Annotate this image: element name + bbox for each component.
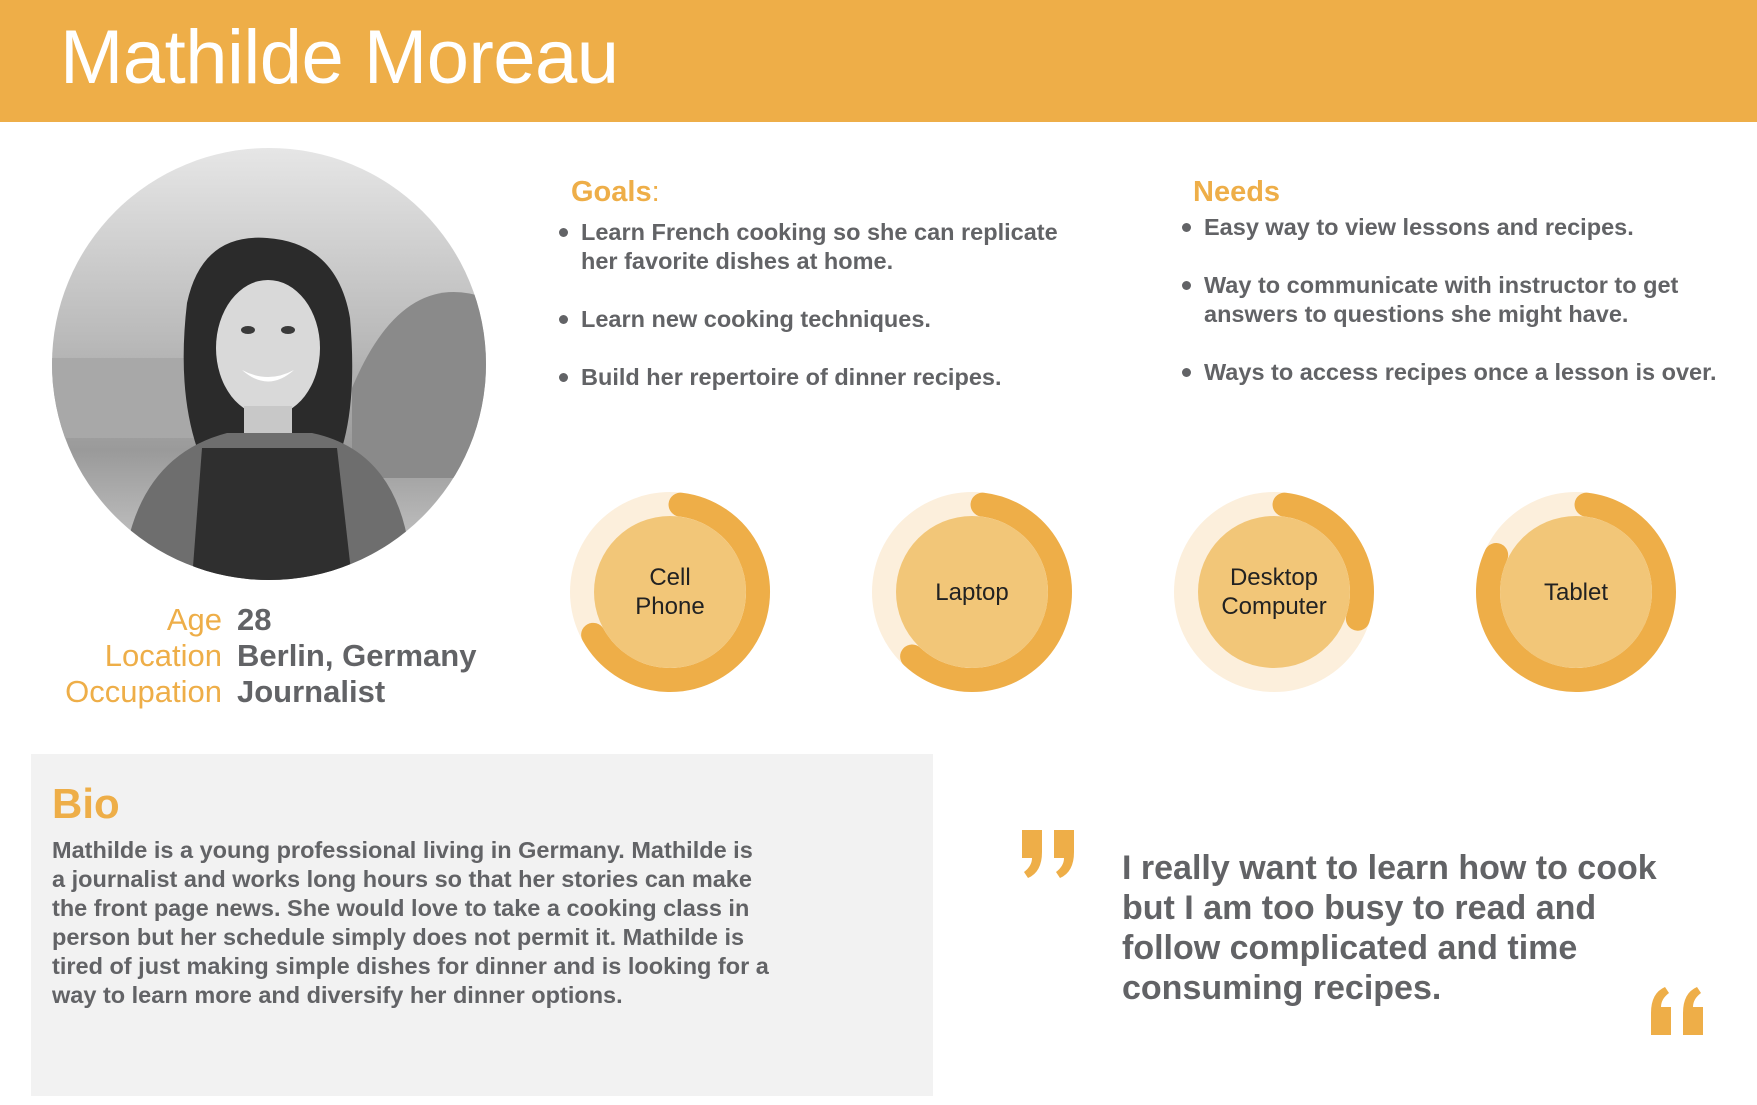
goal-text: her favorite dishes at home.	[581, 248, 894, 274]
device-label: Cell Phone	[635, 564, 705, 620]
need-text: answers to questions she might have.	[1204, 301, 1629, 327]
bullet-icon	[559, 315, 568, 324]
need-text: Ways to access recipes once a lesson is over.	[1204, 359, 1717, 385]
list-item	[581, 363, 1002, 392]
device-label: Laptop	[935, 578, 1009, 606]
goals-title	[571, 176, 660, 209]
header-bar	[0, 0, 1757, 122]
device-laptop	[870, 490, 1074, 694]
device-desktop-computer	[1172, 490, 1376, 694]
device-label: Desktop Computer	[1221, 564, 1327, 620]
list-item	[581, 305, 931, 334]
device-tablet	[1474, 490, 1678, 694]
age-value: 28	[237, 602, 272, 637]
needs-title: Needs	[1193, 176, 1281, 208]
bio-title: Bio	[52, 780, 120, 827]
goals-title-text: Goals	[571, 176, 652, 208]
goals-title-colon: :	[651, 176, 660, 208]
list-item	[1204, 213, 1634, 242]
list-item	[1204, 358, 1717, 387]
bullet-icon	[559, 228, 568, 237]
bio-panel	[31, 754, 933, 1096]
location-value: Berlin, Germany	[237, 638, 477, 673]
bio-text: Mathilde is a young professional living in Germany. Mathilde is a journalist and works long hours so that her stories can make the front page news. She would love to take a cooking class in person but her schedule simply does not permit it. Mathilde is tired of just making simple dishes for dinner and is looking for a way to learn more and diversify her dinner options.	[52, 837, 769, 1008]
device-label: Tablet	[1543, 578, 1609, 606]
device-cell-phone	[568, 490, 772, 694]
list-item	[581, 218, 1058, 247]
persona-photo	[52, 148, 486, 580]
quote-open-icon	[1018, 830, 1080, 880]
bullet-icon	[1182, 223, 1191, 232]
portrait-photo-icon	[52, 148, 486, 580]
bullet-icon	[1182, 281, 1191, 290]
occupation-label: Occupation	[65, 674, 222, 709]
bullet-icon	[1182, 368, 1191, 377]
persona-name: Mathilde Moreau	[60, 15, 619, 100]
goal-text: Build her repertoire of dinner recipes.	[581, 364, 1002, 390]
persona-quote: I really want to learn how to cook but I am too busy to read and follow complicated and time consuming recipes.	[1122, 849, 1657, 1007]
need-text: Way to communicate with instructor to get	[1204, 272, 1679, 298]
goal-text: Learn French cooking so she can replicate	[581, 219, 1058, 245]
need-text: Easy way to view lessons and recipes.	[1204, 214, 1634, 240]
goal-text: Learn new cooking techniques.	[581, 306, 931, 332]
bullet-icon	[559, 373, 568, 382]
location-label: Location	[104, 638, 222, 673]
list-item	[581, 247, 893, 276]
list-item	[1204, 300, 1628, 329]
age-label: Age	[166, 602, 222, 637]
list-item	[1204, 271, 1678, 300]
occupation-value: Journalist	[237, 674, 386, 709]
